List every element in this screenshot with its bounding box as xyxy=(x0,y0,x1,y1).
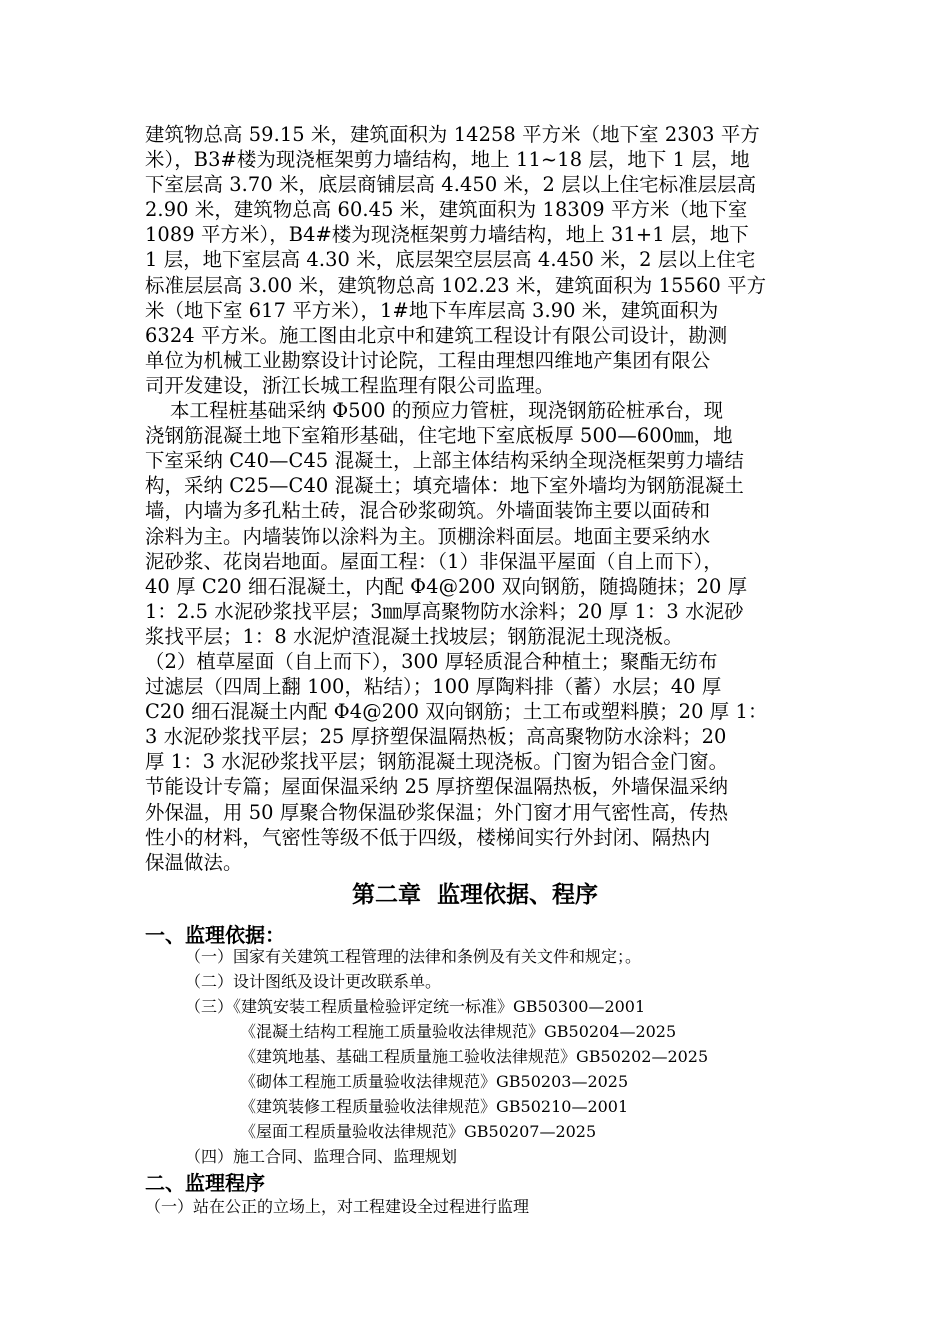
text-line: 下室采纳 C40—C45 混凝土，上部主体结构采纳全现浇框架剪力墙结 xyxy=(145,449,744,473)
text-line: 外保温，用 50 厚聚合物保温砂浆保温；外门窗才用气密性高，传热 xyxy=(145,800,729,824)
text-line: 涂料为主。内墙装饰以涂料为主。顶棚涂料面层。地面主要采纳水 xyxy=(145,524,711,548)
text-line: 6324 平方米。施工图由北京中和建筑工程设计有限公司设计，勘测 xyxy=(145,323,728,347)
text-line: 泥砂浆、花岗岩地面。屋面工程：（1）非保温平屋面（自上而下）， xyxy=(145,549,723,573)
text-line: 米（地下室 617 平方米），1#地下车库层高 3.90 米，建筑面积为 xyxy=(145,298,719,322)
text-line: 性小的材料，气密性等级不低于四级，楼梯间实行外封闭、隔热内 xyxy=(145,825,711,849)
text-line: 保温做法。 xyxy=(145,850,243,874)
text-line: 厚 1：3 水泥砂浆找平层；钢筋混凝土现浇板。门窗为铝合金门窗。 xyxy=(145,750,729,774)
text-line: 1：2.5 水泥砂浆找平层；3㎜厚高聚物防水涂料；20 厚 1：3 水泥砂 xyxy=(145,599,744,623)
text-line: 构，采纳 C25—C40 混凝土；填充墙体：地下室外墙均为钢筋混凝土 xyxy=(145,474,744,498)
text-line: 过滤层（四周上翻 100，粘结）；100 厚陶料排（蓄）水层；40 厚 xyxy=(145,675,722,699)
text-line: （2）植草屋面（自上而下），300 厚轻质混合种植土；聚酯无纺布 xyxy=(145,649,718,673)
section-heading-basis: 一、监理依据： xyxy=(145,923,285,947)
list-item: （四）施工合同、监理合同、监理规划 xyxy=(185,1147,458,1166)
text-line: 浆找平层；1：8 水泥炉渣混凝土找坡层；钢筋混泥土现浇板。 xyxy=(145,624,683,648)
text-line: 1089 平方米），B4#楼为现浇框架剪力墙结构，地上 31+1 层，地下 xyxy=(145,223,749,247)
text-line: 米），B3#楼为现浇框架剪力墙结构，地上 11~18 层，地下 1 层，地 xyxy=(145,148,750,172)
text-line: 司开发建设，浙江长城工程监理有限公司监理。 xyxy=(145,373,555,397)
standard-item: 《砌体工程施工质量验收法律规范》GB50203—2025 xyxy=(240,1072,629,1091)
text-line: 浇钢筋混凝土地下室箱形基础，住宅地下室底板厚 500—600㎜，地 xyxy=(145,424,733,448)
body-text xyxy=(145,122,815,875)
text-line: 2.90 米，建筑物总高 60.45 米，建筑面积为 18309 平方米（地下室 xyxy=(145,198,748,222)
text-line: 标准层层高 3.00 米，建筑物总高 102.23 米，建筑面积为 15560 平方 xyxy=(145,273,767,297)
text-line: 单位为机械工业勘察设计讨论院，工程由理想四维地产集团有限公 xyxy=(145,348,711,372)
text-line: 3 水泥砂浆找平层；25 厚挤塑保温隔热板；高高聚物防水涂料；20 xyxy=(145,725,727,749)
list-item: （一）国家有关建筑工程管理的法律和条例及有关文件和规定；。 xyxy=(185,947,642,966)
list-item: （二）设计图纸及设计更改联系单。 xyxy=(185,972,442,991)
text-line: 墙，内墙为多孔粘土砖，混合砂浆砌筑。外墙面装饰主要以面砖和 xyxy=(145,499,711,523)
list-item: （一）站在公正的立场上，对工程建设全过程进行监理 xyxy=(145,1197,530,1216)
chapter-title: 第二章 监理依据、程序 xyxy=(351,881,598,908)
text-line: C20 细石混凝土内配 Φ4@200 双向钢筋；土工布或塑料膜；20 厚 1： xyxy=(145,700,768,724)
text-line: 1 层，地下室层高 4.30 米，底层架空层层高 4.450 米，2 层以上住宅 xyxy=(145,248,756,272)
list-item: （三）《建筑安装工程质量检验评定统一标准》GB50300—2001 xyxy=(185,997,646,1016)
text-line: 下室层高 3.70 米，底层商铺层高 4.450 米，2 层以上住宅标准层层高 xyxy=(145,173,757,197)
text-line: 建筑物总高 59.15 米，建筑面积为 14258 平方米（地下室 2303 平方 xyxy=(145,123,760,146)
standard-item: 《建筑地基、基础工程质量施工验收法律规范》GB50202—2025 xyxy=(240,1047,709,1066)
paragraph-structure-description xyxy=(145,398,815,875)
text-line: 本工程桩基础采纳 Φ500 的预应力管桩，现浇钢筋砼桩承台，现 xyxy=(145,399,724,423)
text-line: 节能设计专篇；屋面保温采纳 25 厚挤塑保温隔热板，外墙保温采纳 xyxy=(145,775,729,799)
standard-item: 《屋面工程质量验收法律规范》GB50207—2025 xyxy=(240,1122,597,1141)
standard-item: 《混凝土结构工程施工质量验收法律规范》GB50204—2025 xyxy=(240,1022,677,1041)
section-heading-procedure: 二、监理程序 xyxy=(145,1171,265,1195)
standard-item: 《建筑装修工程质量验收法律规范》GB50210—2001 xyxy=(240,1097,629,1116)
text-line: 40 厚 C20 细石混凝土，内配 Φ4@200 双向钢筋，随捣随抹；20 厚 xyxy=(145,574,748,598)
paragraph-project-overview xyxy=(145,122,815,398)
